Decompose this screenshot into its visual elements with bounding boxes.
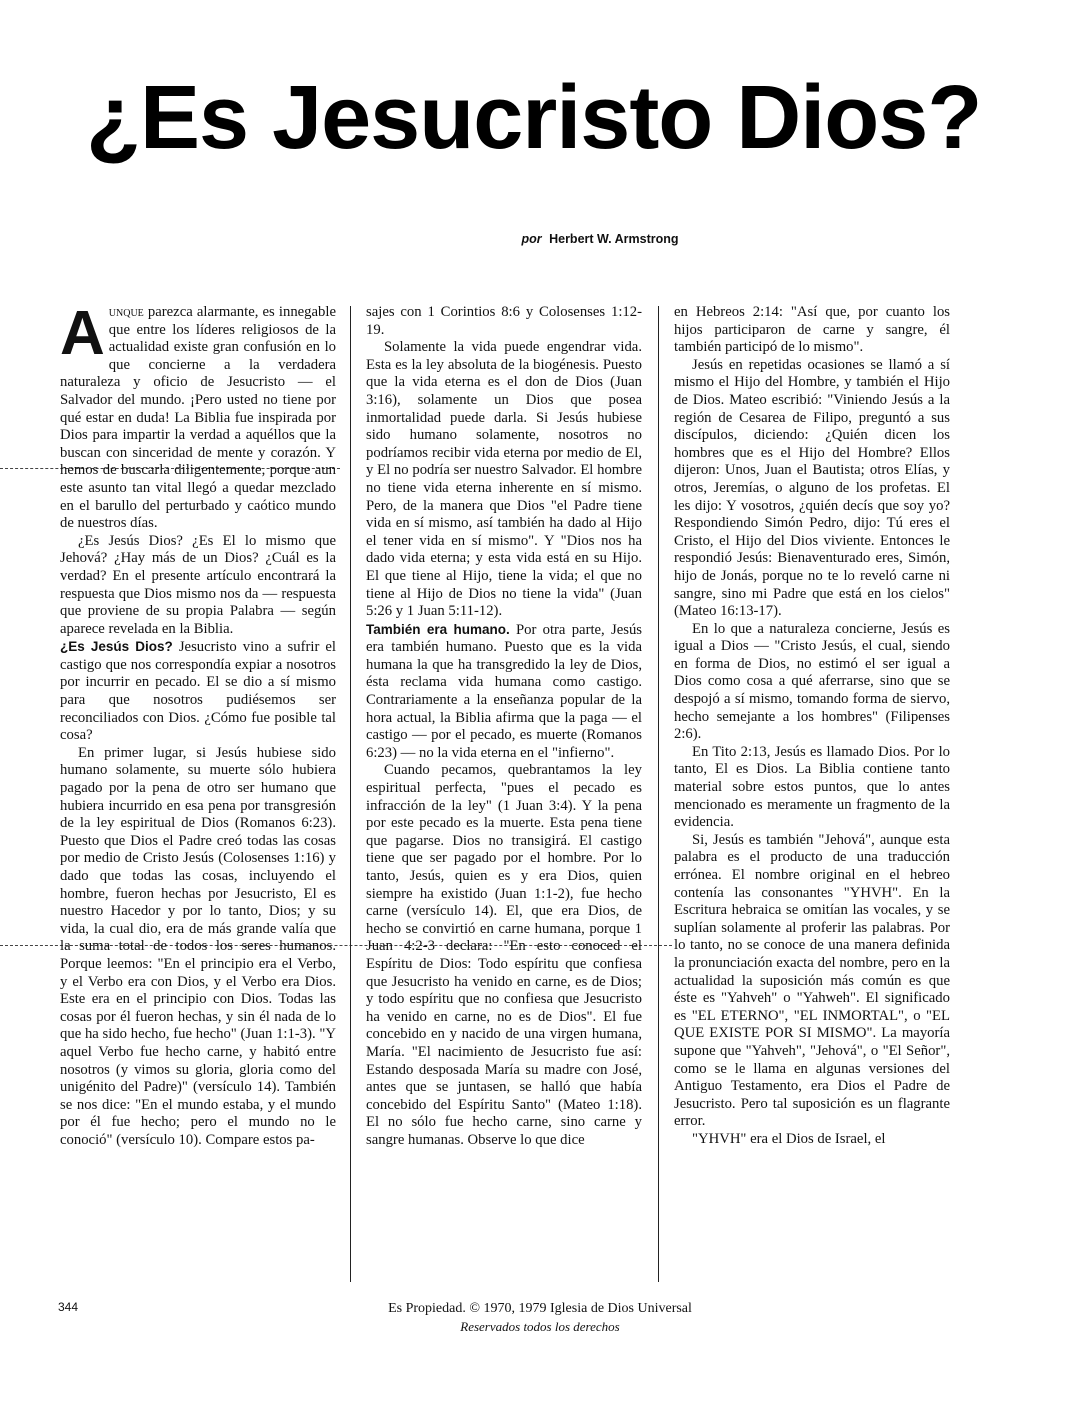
paragraph xyxy=(60,304,336,533)
copyright-line: Es Propiedad. © 1970, 1979 Iglesia de Dios Universal xyxy=(388,1301,692,1316)
paragraph-text: Por otra parte, Jesús era también humano. Puesto que es la vida humana la que ha transgredido la ley de Dios, ésta reclama vida humana como castigo. Contrariamente a la enseñanza popular de la hora actual, la Biblia afirma que la paga — el castigo — por el pecado, es muerte (Romanos 6:23) — no la vida eterna en el "infierno". xyxy=(366,621,642,761)
paragraph: Solamente la vida puede engendrar vida. Esta es la ley absoluta de la biogénesis. Puesto que la vida eterna es el don de Dios (Juan 3:16), solamente un Dios que posea inmortalidad puede darla. Si Jesús hubiese sido humano solamente, nosotros no podríamos recibir vida eterna por medio de El, y El no podría ser nuestro Salvador. El hombre no tiene vida eterna inherente en sí mismo. Pero, de la manera que Dios "el Padre tiene vida en sí mismo, así también ha dado al Hijo el tener vida en sí mismo". Y "Dios nos ha dado vida eterna; y esta vida está en su Hijo. El que tiene al Hijo, tiene la vida; el que no tiene al Hijo de Dios no tiene la vida" (Juan 5:26 y 1 Juan 5:11-12). xyxy=(366,339,642,620)
column-rule xyxy=(658,306,659,1282)
text-column-1 xyxy=(60,304,336,1294)
paragraph: Cuando pecamos, quebrantamos la ley espiritual perfecta, "pues el pecado es infracción de la ley" (1 Juan 3:4). Y la pena por este pecado es la muerte. Esta pena tiene que pagarse. Dios no transigirá. El castigo tiene que ser pagado por el hombre. Por lo tanto, Jesús, quien es y era Dios, quien siempre ha existido (Juan 1:1-2), fue hecho carne (versículo 14). El, que era Dios, de hecho se convirtió en carne humana, porque 1 Juan 4:2-3 declara: "En esto conoced el Espíritu de Dios: Todo espíritu que confiesa que Jesucristo ha venido en carne, es de Dios; y todo espíritu que no confiesa que Jesucristo ha venido en carne, no es de Dios". El fue concebido en y nacido de una virgen humana, María. "El nacimiento de Jesucristo fue así: Estando desposada María su madre con José, antes que se juntasen, se halló que había concebido del Espíritu Santo" (Mateo 1:18). El no sólo fue hecho carne, sino carne y sangre humanas. Observe lo que dice xyxy=(366,762,642,1148)
article-title: ¿Es Jesucristo Dios? xyxy=(86,68,982,168)
paragraph: En Tito 2:13, Jesús es llamado Dios. Por lo tanto, El es Dios. La Biblia contiene tanto material sobre estos puntos, que lo antes mencionado es meramente un fragmento de la evidencia. xyxy=(674,743,950,831)
paragraph-text: parezca alarmante, es innegable que entre los líderes religiosos de la actualidad existe gran confusión en lo que concierne a la verdadera naturaleza y oficio de Jesucristo — el Salvador del mundo. ¡Pero usted no tiene por qué estar en duda! La Biblia fue inspirada por Dios para impartir la verdad a aquéllos que la buscan con sinceridad de mente y corazón. Y hemos de buscarla diligentemente, porque aun este asunto tan vital llegó a quedar mezclado en el barullo del perturbado y caótico mundo de nuestros días. xyxy=(60,304,336,532)
paragraph xyxy=(60,638,336,745)
footer xyxy=(200,1300,880,1336)
lead-smallcaps: unque xyxy=(108,304,144,320)
page-number: 344 xyxy=(58,1300,79,1314)
byline-prefix: por xyxy=(521,232,542,246)
paragraph: En primer lugar, si Jesús hubiese sido humano solamente, su muerte sólo hubiera pagado por la pena de otro ser humano que hubiera incurrido en esa pena por transgresión de la ley espiritual de Dios (Romanos 6:23). Puesto que Dios el Padre creó todas las cosas por medio de Cristo Jesús (Colosenses 1:16) y dado que todas las cosas, incluyendo el hombre, fueron hechas por Jesucristo, El es nuestro Hacedor y por lo tanto, Dios; y su vida, la cual dio, era de más grande valía que la suma total de todos los seres humanos. Porque leemos: "En el principio era el Verbo, y el Verbo era con Dios, y el Verbo era Dios. Este era en el principio con Dios. Todas las cosas por él fueron hechas, y sin él nada de lo que ha sido hecho, fue hecho" (Juan 1:1-3). "Y aquel Verbo fue hecho carne, y habitó entre nosotros (y vimos su gloria, gloria como del unigénito del Padre)" (versículo 14). También se nos dice: "En el mundo estaba, y el mundo por él fue hecho; pero el mundo no le conoció" (versículo 10). Compare estos pa- xyxy=(60,744,336,1148)
paragraph: Si, Jesús es también "Jehová", aunque esta palabra es el producto de una traducción errónea. El nombre original en el hebreo contenía las consonantes "YHVH". En la Escritura hebraica se omitían las vocales, y se suplían solamente al proferir las palabras. Por lo tanto, no se conoce de una manera definida la pronunciación exacta del nombre, pero en la actualidad la suposición más común es que éste es "Yahveh" o "Yahweh". El significado es "EL ETERNO", "EL INMORTAL", o "EL QUE EXISTE POR SI MISMO". La mayoría supone que "Yahveh", "Jehová", o "El Señor", como se le llama en algunas versiones del Antiguo Testamento, era Dios el Padre de Jesucristo. Pero tal suposición es un flagrante error. xyxy=(674,831,950,1130)
paragraph: "YHVH" era el Dios de Israel, el xyxy=(692,1130,886,1147)
paragraph: ¿Es Jesús Dios? ¿Es El lo mismo que Jehová? ¿Hay más de un Dios? ¿Cuál es la verdad? En el presente artículo encontrará la respuesta que Dios mismo nos da — respuesta que proviene de su propia Palabra — según aparece revelada en la Biblia. xyxy=(60,532,336,637)
byline xyxy=(400,232,800,246)
text-column-2 xyxy=(366,304,642,1294)
rights-line: Reservados todos los derechos xyxy=(460,1319,620,1334)
paragraph: sajes con 1 Corintios 8:6 y Colosenses 1:12-19. xyxy=(366,304,642,338)
column-rule xyxy=(350,306,351,1282)
paragraph: en Hebreos 2:14: "Así que, por cuanto los hijos participaron de carne y sangre, él también participó de lo mismo". xyxy=(674,304,950,356)
drop-cap: A xyxy=(60,304,105,368)
paragraph: En lo que a naturaleza concierne, Jesús es igual a Dios — "Cristo Jesús, el cual, siendo en forma de Dios, no estimó el ser igual a Dios como cosa a qué aferrarse, sino que se despojó a sí mismo, tomando forma de siervo, hecho semejante a los hombres" (Filipenses 2:6). xyxy=(674,620,950,743)
text-column-3 xyxy=(674,304,950,1294)
paragraph: Jesús en repetidas ocasiones se llamó a sí mismo el Hijo del Hombre, y también el Hijo de Dios. Mateo escribió: "Viniendo Jesús a la región de Cesarea de Filipo, preguntó a sus discípulos, diciendo: ¿Quién dicen los hombres que es el Hijo del Hombre? Ellos dijeron: Unos, Juan el Bautista; otros Elías, y otros, Jeremías, o alguno de los profetas. El les dijo: Y vosotros, ¿quién decís que soy yo? Respondiendo Simón Pedro, dijo: Tú eres el Cristo, el Hijo del Dios viviente. Entonces le respondió Jesús: Bienaventurado eres, Simón, hijo de Jonás, porque no te lo reveló carne ni sangre, sino mi Padre que está en los cielos" (Mateo 16:13-17). xyxy=(674,356,950,620)
subheading: ¿Es Jesús Dios? xyxy=(60,639,173,655)
byline-author: Herbert W. Armstrong xyxy=(549,232,679,246)
paragraph xyxy=(366,621,642,763)
paragraph-text: Jesucristo vino a sufrir el castigo que nos correspondía expiar a nosotros por incurrir en pecado. El se dio a sí mismo para que nosotros pudiésemos ser reconciliados con Dios. ¿Cómo fue posible tal cosa? xyxy=(60,639,336,744)
subheading: También era humano. xyxy=(366,621,510,637)
